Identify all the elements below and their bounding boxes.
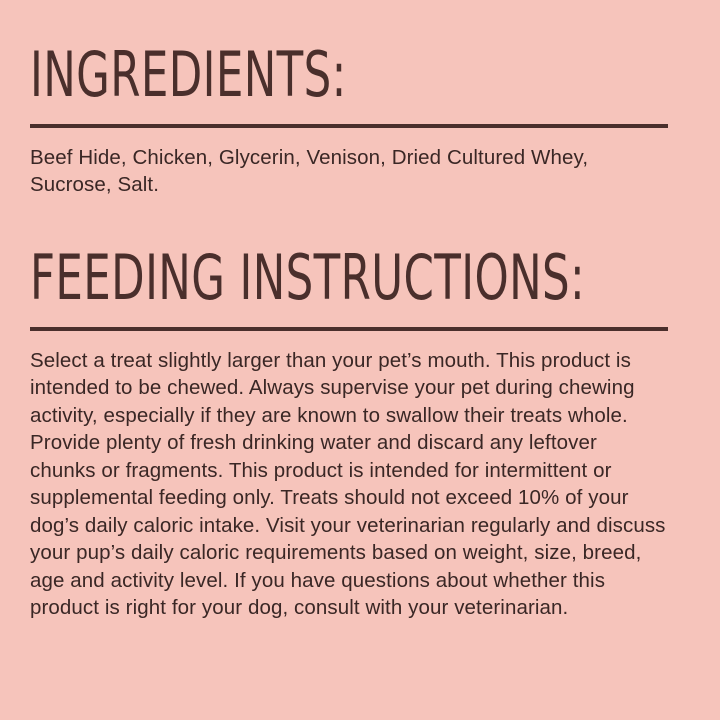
ingredients-section [30,40,668,199]
ingredients-text: Beef Hide, Chicken, Glycerin, Venison, Dried Cultured Whey, Sucrose, Salt. [30,146,589,197]
feeding-instructions-text: Select a treat slightly larger than your pet’s mouth. This product is intended to be chewed. Always supervise your pet during chewing activity, especially if they are known to swallow their treats whole. Provide plenty of fresh drinking water and discard any leftover chunks or fragments. This product is intended for intermittent or supplemental feeding only. Treats should not exceed 10% of your dog’s daily caloric intake. Visit your veterinarian regularly and discuss your pup’s daily caloric requirements based on weight, size, breed, age and activity level. If you have questions about whether this product is right for your dog, consult with your veterinarian. [30,348,666,620]
ingredients-heading: INGREDIENTS: [30,38,347,111]
ingredients-divider [30,124,668,128]
feeding-instructions-section [30,199,668,622]
feeding-instructions-heading: FEEDING INSTRUCTIONS: [30,240,586,314]
feeding-instructions-divider [30,327,668,331]
